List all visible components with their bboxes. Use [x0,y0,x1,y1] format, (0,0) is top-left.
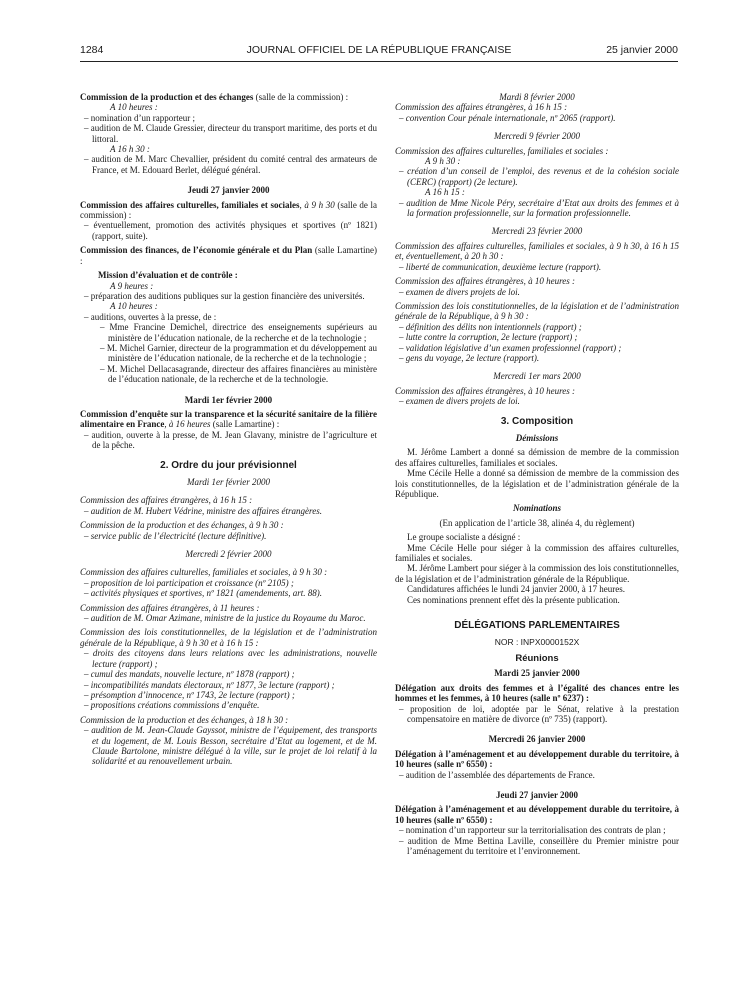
day-heading: Mercredi 23 février 2000 [491,226,583,237]
agenda-item: – audition de M. Claude Gressier, directeur du transport maritime, des ports et du littoral. [84,123,377,144]
paragraph: (En application de l’article 38, alinéa 4, du règlement) [439,517,635,528]
paragraph: M. Jérôme Lambert a donné sa démission de membre de la commission des affaires culturelles, familiales et sociales. [395,447,679,468]
paragraph: M. Jérôme Lambert pour siéger à la commission des lois constitutionnelles, de la législation et de l’administration générale de la République. [395,563,679,584]
section-heading: 3. Composition [500,415,574,427]
agenda-item: – cumul des mandats, nouvelle lecture, nº 1878 (rapport) ; [84,669,295,680]
agenda-item: – proposition de loi, adoptée par le Sénat, relative à la prestation compensatoire en matière de divorce (nº 735) (rapport). [399,703,679,724]
day-heading: Mercredi 26 janvier 2000 [488,734,586,745]
committee-heading: Commission d’enquête sur la transparence et la sécurité sanitaire de la filière alimentaire en France, à 16 heures (salle Lamartine) : [80,408,377,430]
agenda-item: – audition de M. Marc Chevallier, président du comité central des armateurs de France, et M. Edouard Berlet, délégué général. [84,154,377,175]
day-heading: Mardi 1er février 2000 [187,477,270,487]
agenda-item: – propositions créations commissions d’enquête. [84,700,260,711]
day-heading: Mercredi 2 février 2000 [185,549,272,560]
committee-heading: Délégation à l’aménagement et au développement durable du territoire, à 10 heures (salle nº 6550) : [395,804,679,825]
agenda-item: – création d’un conseil de l’emploi, des revenus et de la cohésion sociale (CERC) (rapport) (2e lecture). [399,166,679,187]
day-heading: Jeudi 27 janvier 2000 [495,789,579,800]
agenda-item: – convention Cour pénale internationale, nº 2065 (rapport). [399,112,616,123]
paragraph: Mme Cécile Helle pour siéger à la commission des affaires culturelles, familiales et sociales. [395,542,679,564]
agenda-item: – présomption d’innocence, nº 1743, 2e lecture (rapport) ; [84,689,295,700]
agenda-item: – audition de M. Omar Azimane, ministre de la justice du Royaume du Maroc. [84,613,366,624]
paragraph: Ces nominations prennent effet dès la présente publication. [407,594,620,605]
committee-heading: Commission de la production et des échanges, à 18 h 30 : [80,714,289,725]
agenda-item: – nomination d’un rapporteur sur la territorialisation des contrats de plan ; [399,825,666,836]
agenda-item: – gens du voyage, 2e lecture (rapport). [399,352,540,363]
committee-heading: Commission des affaires étrangères, à 10 heures : [395,276,575,287]
page-header [80,44,678,58]
paragraph: Mme Cécile Helle a donné sa démission de membre de la commission des lois constitutionnelles, de la législation et de l’administration générale de la République. [395,468,679,499]
committee-heading: Commission de la production et des échanges (salle de la commission) : [80,92,349,102]
subsection-heading: Nominations [512,503,561,514]
committee-heading: Commission des affaires culturelles, familiales et sociales : [395,145,609,156]
day-heading: Mercredi 9 février 2000 [493,131,581,142]
committee-heading: Commission des lois constitutionnelles, de la législation et de l’administration générale de la République, à 9 h 30 : [395,300,679,322]
agenda-subitem: – Mme Francine Demichel, directrice des enseignements supérieurs au ministère de l’éducation nationale, de la recherche et de la technologie ; [100,322,377,343]
page-number: 1284 [80,44,104,56]
header-rule [80,61,678,62]
nor-reference: NOR : INPX0000152X [494,637,580,648]
day-heading: Mardi 1er février 2000 [184,394,273,405]
day-heading: Jeudi 27 janvier 2000 [187,185,270,196]
mission-heading: Mission d’évaluation et de contrôle : [98,270,238,281]
time-label: A 10 heures : [110,301,158,312]
agenda-item: – droits des citoyens dans leurs relations avec les administrations, nouvelle lecture (rapport) ; [84,648,377,669]
journal-title: JOURNAL OFFICIEL DE LA RÉPUBLIQUE FRANÇAISE [246,44,512,56]
committee-heading: Commission des affaires culturelles, familiales et sociales, à 9 h 30 : [80,567,328,578]
committee-heading: Commission des lois constitutionnelles, de la législation et de l’administration générale de la République, à 9 h 30 et à 16 h 15 : [80,627,377,648]
right-column [395,92,679,856]
subsection-heading: Réunions [515,652,559,664]
subsection-heading: Démissions [515,432,559,443]
section-heading: 2. Ordre du jour prévisionnel [160,459,297,471]
paragraph: Le groupe socialiste a désigné : [407,532,521,543]
time-label: A 9 heures : [110,280,154,291]
agenda-item: – définition des délits non intentionnels (rapport) ; [399,321,582,332]
committee-heading: Commission des finances, de l’économie générale et du Plan (salle Lamartine) : [80,245,378,266]
agenda-subitem: – M. Michel Dellacasagrande, directeur des affaires financières au ministère de l’éducation nationale, de la recherche et de la technologie. [100,363,377,385]
agenda-item: – service public de l’électricité (lecture définitive). [84,530,267,541]
committee-heading: Commission des affaires culturelles, familiales et sociales, à 9 h 30, à 16 h 15 et, éventuellement, à 20 h 30 : [395,240,679,262]
committee-heading: Commission des affaires étrangères, à 16 h 15 : [395,102,568,113]
agenda-item: – proposition de loi participation et croissance (nº 2105) ; [84,577,294,588]
agenda-item: – validation législative d’un examen professionnel (rapport) ; [399,342,622,353]
agenda-item: – audition de l’assemblée des départements de France. [399,769,595,780]
day-heading: Mercredi 1er mars 2000 [493,371,581,382]
agenda-item: – examen de divers projets de loi. [399,286,520,297]
agenda-item: – activités physiques et sportives, nº 1821 (amendements, art. 88). [84,588,322,599]
time-label: A 16 h 30 : [110,144,150,155]
committee-heading: Commission de la production et des échanges, à 9 h 30 : [80,520,284,531]
agenda-item: – nomination d’un rapporteur ; [84,112,195,123]
agenda-item: – liberté de communication, deuxième lecture (rapport). [399,261,602,272]
day-heading: Mardi 25 janvier 2000 [494,668,580,679]
left-column [80,92,377,767]
agenda-item: – audition, ouverte à la presse, de M. Jean Glavany, ministre de l’agriculture et de la pêche. [84,429,377,451]
committee-heading: Commission des affaires culturelles, familiales et sociales, à 9 h 30 (salle de la commission) : [80,199,378,221]
committee-heading: Commission des affaires étrangères, à 10 heures : [395,385,575,396]
committee-heading: Commission des affaires étrangères, à 11 heures : [80,602,260,613]
agenda-subitem: – M. Michel Garnier, directeur de la programmation et du développement au ministère de l’éducation nationale, de la recherche et de la technologie ; [100,342,377,364]
agenda-item: – audition de Mme Bettina Laville, conseillère du Premier ministre pour l’aménagement du territoire et l’environnement. [399,835,679,856]
agenda-item: – auditions, ouvertes à la presse, de : [84,311,217,322]
committee-heading: Commission des affaires étrangères, à 16 h 15 : [80,495,253,506]
agenda-item: – lutte contre la corruption, 2e lecture (rapport) ; [399,332,578,343]
time-label: A 16 h 15 : [425,187,465,198]
day-heading: Mardi 8 février 2000 [499,92,575,102]
agenda-item: – audition de M. Hubert Védrine, ministre des affaires étrangères. [84,505,322,516]
time-label: A 10 heures : [110,102,158,113]
agenda-item: – audition de M. Jean-Claude Gayssot, ministre de l’équipement, des transports et du logement, de M. Louis Besson, secrétaire d’Etat au logement, et de M. Claude Bartolone, ministre délégué à la ville, sur le projet de loi relatif à la solidarité et au renouvellement urbain. [84,725,377,767]
section-heading: DÉLÉGATIONS PARLEMENTAIRES [454,620,620,632]
agenda-item: – audition de Mme Nicole Péry, secrétaire d’Etat aux droits des femmes et à la formation professionnelle, sur la formation professionnelle. [399,197,679,219]
agenda-item: – préparation des auditions publiques sur la gestion financière des universités. [84,290,365,301]
issue-date: 25 janvier 2000 [606,44,678,56]
committee-heading: Délégation à l’aménagement et au développement durable du territoire, à 10 heures (salle nº 6550) : [395,748,679,770]
paragraph: Candidatures affichées le lundi 24 janvier 2000, à 17 heures. [407,584,626,595]
time-label: A 9 h 30 : [425,156,461,167]
committee-heading: Délégation aux droits des femmes et à l’égalité des chances entre les hommes et les femmes, à 10 heures (salle nº 6237) : [395,682,679,704]
agenda-item: – éventuellement, promotion des activités physiques et sportives (nº 1821) (rapport, suite). [84,220,377,241]
agenda-item: – incompatibilités mandats électoraux, nº 1877, 3e lecture (rapport) ; [84,679,335,690]
agenda-item: – examen de divers projets de loi. [399,396,520,407]
